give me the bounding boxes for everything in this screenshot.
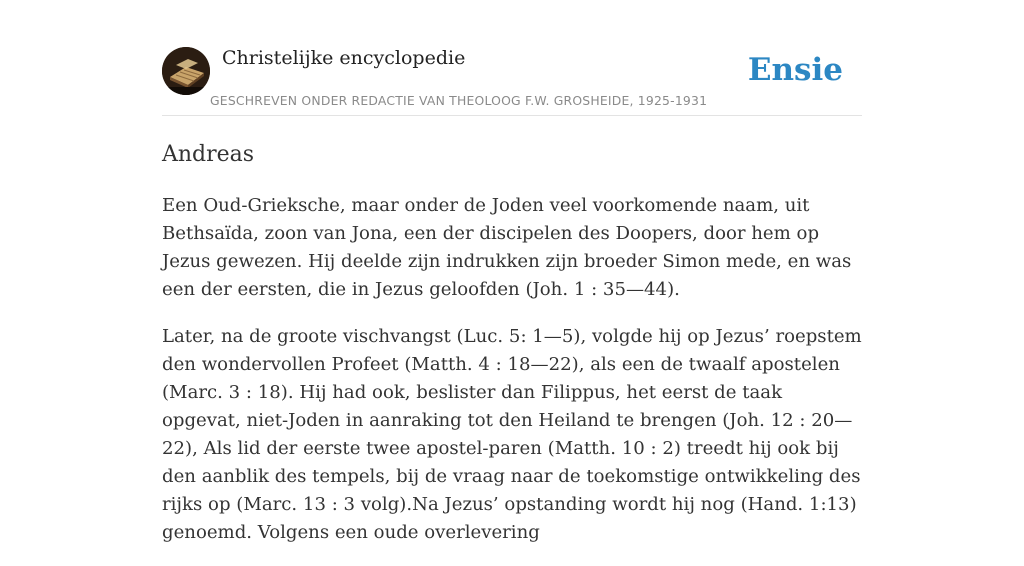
header-divider	[162, 115, 862, 116]
site-subtitle: GESCHREVEN ONDER REDACTIE VAN THEOLOOG F.W. GROSHEIDE, 1925-1931	[210, 93, 708, 108]
brand-logo[interactable]: Ensie	[747, 52, 843, 88]
site-avatar[interactable]	[162, 47, 210, 95]
book-icon	[162, 47, 210, 95]
article-paragraph-1: Een Oud-Grieksche, maar onder de Joden veel voorkomende naam, uit Bethsaïda, zoon van Jona, een der discipelen des Doopers, door hem op Jezus gewezen. Hij deelde zijn indrukken zijn broeder Simon mede, en was een der eersten, die in Jezus geloofden (Joh. 1 : 35—44).	[162, 195, 852, 300]
article-body	[162, 192, 862, 566]
site-title[interactable]: Christelijke encyclopedie	[222, 47, 466, 69]
article-title: Andreas	[162, 142, 255, 167]
article-paragraph-2: Later, na de groote vischvangst (Luc. 5: 1—5), volgde hij op Jezus’ roepstem den wondervollen Profeet (Matth. 4 : 18—22), als een de twaalf apostelen (Marc. 3 : 18). Hij had ook, beslister dan Filippus, het eerst de taak opgevat, niet-Joden in aanraking tot den Heiland te brengen (Joh. 12 : 20—22), Als lid der eerste twee apostel-paren (Matth. 10 : 2) treedt hij ook bij den aanblik des tempels, bij de vraag naar de toekomstige ontwikkeling des rijks op (Marc. 13 : 3 volg).Na Jezus’ opstanding wordt hij nog (Hand. 1:13) genoemd. Volgens een oude overlevering	[162, 326, 862, 543]
